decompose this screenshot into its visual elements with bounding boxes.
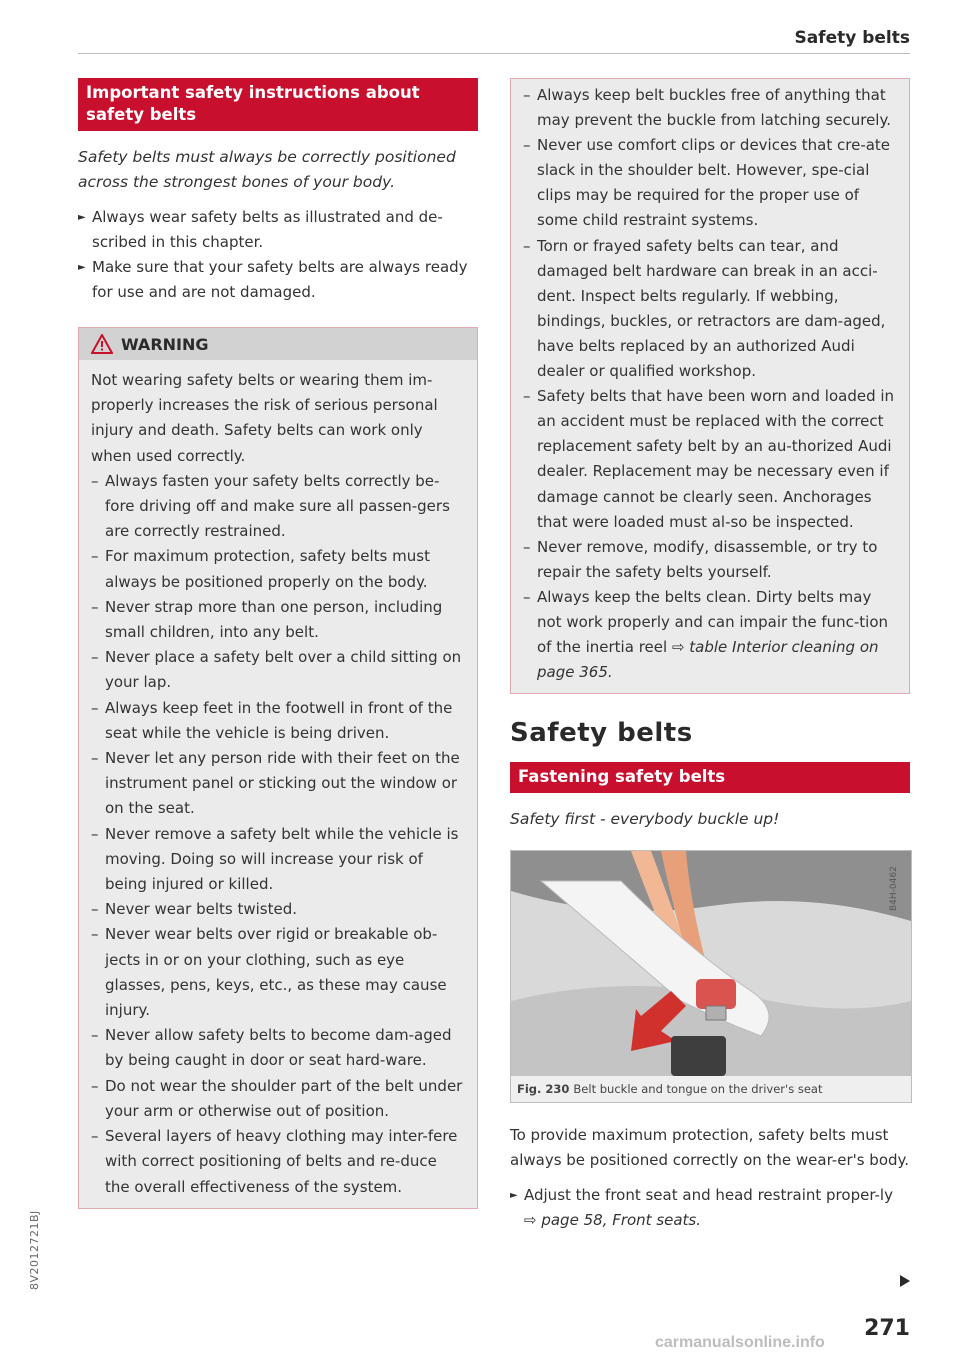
list-item: – Never remove, modify, disassemble, or try to repair the safety belts yourself. [523, 537, 878, 581]
list-item: – Always keep belt buckles free of anything that may prevent the buckle from latching securely. [523, 86, 891, 130]
list-item: ► Always wear safety belts as illustrated and de-scribed in this chapter. [78, 205, 478, 255]
list-item: – Always keep the belts clean. Dirty belts may not work properly and can impair the func-tion of the inertia reel ⇨ table Interior cleaning on page 365. [523, 587, 889, 682]
section-lead: Safety belts must always be correctly positioned across the strongest bones of your body. [78, 148, 456, 191]
list-item: – Never wear belts over rigid or breakable ob-jects in or on your clothing, such as eye glasses, pens, keys, etc., as these may cause injury. [91, 925, 447, 1020]
list-item: – Safety belts that have been worn and loaded in an accident must be replaced with the correct replacement safety belt by an au-thorized Audi dealer. Replacement may be necessary even if damage cannot be clearly seen. Anchorages that were loaded must al-so be inspected. [523, 387, 895, 531]
figure-code: B4H-0462 [889, 866, 899, 912]
belt-buckle-illustration [511, 851, 911, 1076]
step-list [510, 1183, 910, 1233]
continue-arrow-icon [900, 1275, 910, 1287]
chapter-title: Safety belts [510, 718, 693, 749]
instruction-list [78, 205, 478, 305]
list-item: – Several layers of heavy clothing may inter-fere with correct positioning of belts and re-duce the overall effectiveness of the system. [91, 1127, 458, 1196]
triangle-bullet-icon: ► [78, 262, 86, 273]
section-lead: Safety first - everybody buckle up! [510, 810, 780, 829]
triangle-bullet-icon: ► [78, 212, 86, 223]
warning-body [79, 360, 477, 1208]
warning-header [79, 328, 477, 360]
warning-box [78, 327, 478, 1209]
watermark: carmanualsonline.info [655, 1334, 825, 1351]
cross-reference-link[interactable]: ⇨ table Interior cleaning on page 365. [537, 638, 879, 682]
warning-title: WARNING [121, 334, 209, 354]
warning-intro: Not wearing safety belts or wearing them im-properly increases the risk of serious personal injury and death. Safety belts can work only when used correctly. [91, 371, 438, 465]
list-item: – Always fasten your safety belts correctly be-fore driving off and make sure all passen-gers are correctly restrained. [91, 471, 450, 541]
figure-number: Fig. 230 [517, 1082, 570, 1097]
cross-reference-link[interactable]: ⇨ page 58, Front seats. [524, 1211, 702, 1230]
figure [510, 850, 912, 1103]
left-column [78, 78, 478, 1209]
section-heading: Important safety instructions about safety belts [78, 78, 478, 131]
page-number: 271 [864, 1316, 910, 1341]
triangle-bullet-icon: ► [510, 1190, 518, 1202]
list-item: ► Adjust the front seat and head restraint proper-ly ⇨ page 58, Front seats. [510, 1183, 910, 1233]
list-item: – Never allow safety belts to become dam-aged by being caught in door or seat hard-ware. [91, 1026, 452, 1070]
warning-triangle-icon [91, 334, 113, 354]
running-head: Safety belts [794, 28, 910, 48]
section-heading: Fastening safety belts [510, 762, 910, 793]
list-item: – Never remove a safety belt while the vehicle is moving. Doing so will increase your risk of being injured or killed. [91, 824, 459, 894]
list-item: – Never wear belts twisted. [91, 900, 298, 919]
list-item: – Torn or frayed safety belts can tear, and damaged belt hardware can break in an acci-dent. Inspect belts regularly. If webbing, bindings, buckles, or retractors are dam-aged, have belts replaced by an authorized Audi dealer or qualified workshop. [523, 236, 886, 381]
figure-caption-text: Belt buckle and tongue on the driver's seat [573, 1082, 823, 1097]
list-item: – Do not wear the shoulder part of the belt under your arm or otherwise out of position. [91, 1076, 463, 1120]
list-item: – Always keep feet in the footwell in front of the seat while the vehicle is being driven. [91, 698, 453, 742]
list-item: – Never use comfort clips or devices that cre-ate slack in the shoulder belt. However, spe-cial clips may be required for the proper use of some child restraint systems. [523, 136, 891, 230]
list-item: ► Make sure that your safety belts are always ready for use and are not damaged. [78, 255, 478, 305]
warning-box-continued [510, 78, 910, 694]
header-rule [78, 53, 910, 54]
warning-list [91, 469, 465, 1200]
list-item: – For maximum protection, safety belts must always be positioned properly on the body. [91, 547, 430, 591]
warning-list [523, 83, 897, 685]
list-item: – Never let any person ride with their feet on the instrument panel or sticking out the window or on the seat. [91, 749, 460, 818]
figure-caption [511, 1076, 911, 1102]
right-column [510, 78, 910, 1233]
list-item: – Never strap more than one person, including small children, into any belt. [91, 597, 443, 642]
body-paragraph: To provide maximum protection, safety belts must always be positioned correctly on the wear-er's body. [510, 1126, 910, 1170]
list-item: – Never place a safety belt over a child sitting on your lap. [91, 648, 462, 692]
document-code: 8V2012721BJ [28, 1210, 41, 1290]
